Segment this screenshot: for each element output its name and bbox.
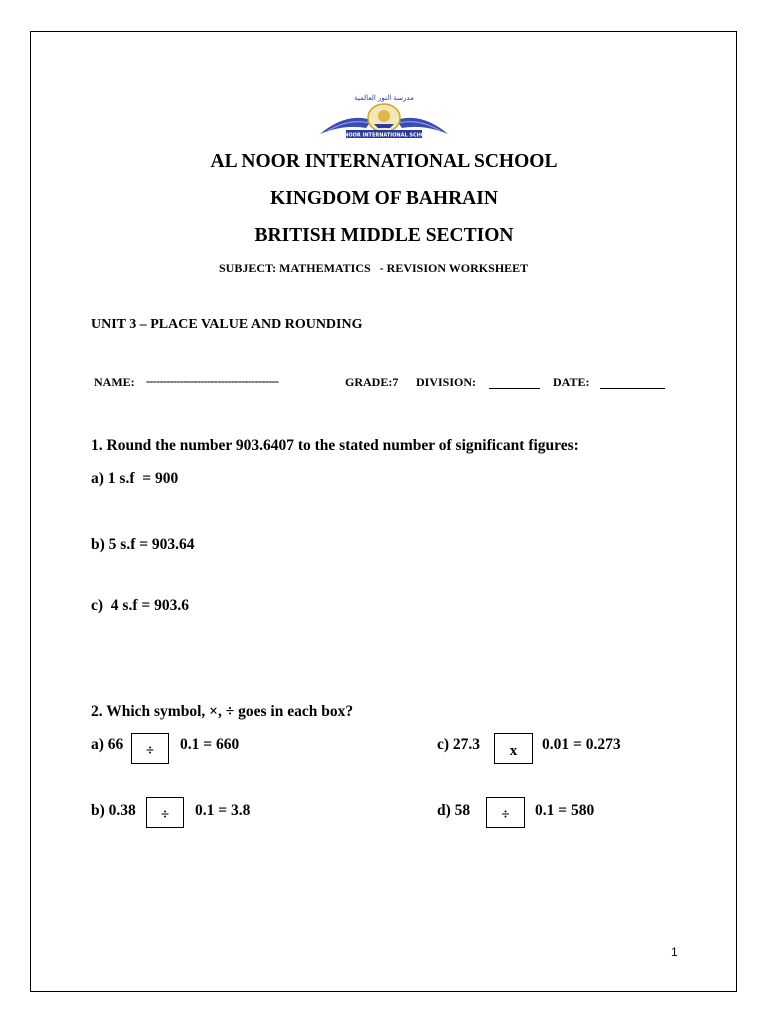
question-2c-right: 0.01 = 0.273 <box>542 736 621 753</box>
question-1-prompt: 1. Round the number 903.6407 to the stated number of significant figures: <box>91 437 579 454</box>
question-1c: c) 4 s.f = 903.6 <box>91 597 189 614</box>
question-1a: a) 1 s.f = 900 <box>91 470 179 487</box>
logo-banner-text: AL NOOR INTERNATIONAL SCHOOL <box>335 132 433 139</box>
page-number: 1 <box>671 945 678 959</box>
division-blank[interactable] <box>489 376 540 394</box>
question-2c-symbol-box[interactable]: x <box>494 733 533 764</box>
grade-label: GRADE:7 <box>345 375 399 389</box>
question-2d-left: d) 58 <box>437 802 471 819</box>
question-2a-left: a) 66 <box>91 736 124 753</box>
question-2-prompt: 2. Which symbol, ×, ÷ goes in each box? <box>91 703 354 720</box>
question-2b-right: 0.1 = 3.8 <box>195 802 251 819</box>
subject-line: SUBJECT: MATHEMATICS - REVISION WORKSHEET <box>219 261 529 275</box>
name-label: NAME: <box>94 375 135 389</box>
question-2d-symbol-box[interactable]: ÷ <box>486 797 525 828</box>
unit-title: UNIT 3 – PLACE VALUE AND ROUNDING <box>91 317 363 332</box>
question-2a-right: 0.1 = 660 <box>180 736 240 753</box>
school-name: AL NOOR INTERNATIONAL SCHOOL <box>210 151 558 172</box>
school-logo <box>316 90 452 144</box>
country-name: KINGDOM OF BAHRAIN <box>270 188 498 209</box>
question-2a-symbol-box[interactable]: ÷ <box>131 733 169 764</box>
question-2b-left: b) 0.38 <box>91 802 136 819</box>
logo-arabic-text: مدرسة النور العالمية <box>354 94 414 102</box>
page-border <box>30 31 737 992</box>
question-2b-symbol-box[interactable]: ÷ <box>146 797 184 828</box>
division-label: DIVISION: <box>416 375 477 389</box>
date-blank[interactable] <box>600 376 665 394</box>
question-1b: b) 5 s.f = 903.64 <box>91 536 195 553</box>
question-2c-left: c) 27.3 <box>437 736 481 753</box>
date-label: DATE: <box>553 375 590 389</box>
section-name: BRITISH MIDDLE SECTION <box>254 225 514 246</box>
name-blank[interactable]: --------------------------------------- <box>146 374 279 388</box>
question-2d-right: 0.1 = 580 <box>535 802 595 819</box>
